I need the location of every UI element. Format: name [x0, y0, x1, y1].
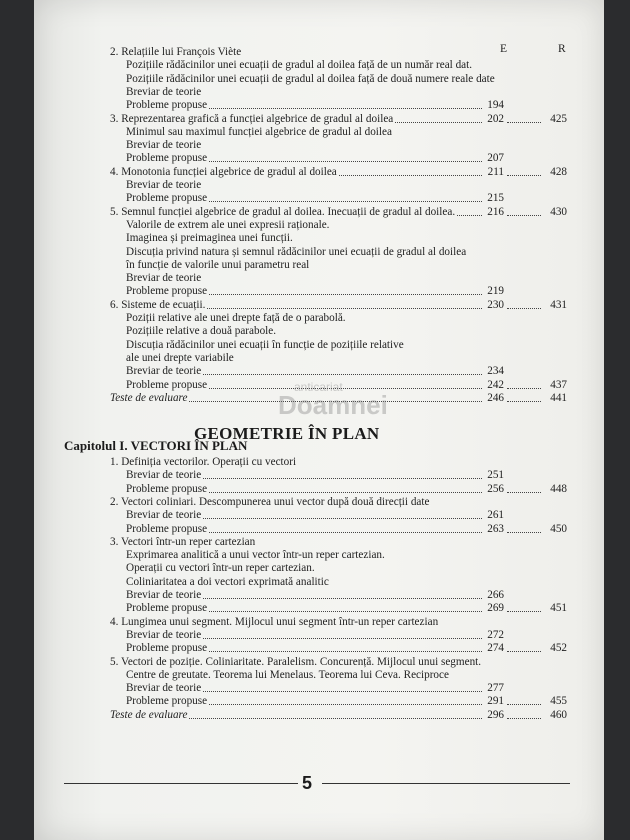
- page-ref-r: 430: [550, 205, 567, 218]
- toc-entry-label: 4. Lungimea unui segment. Mijlocul unui segment într-un reper cartezian: [110, 615, 439, 628]
- toc-entry-label: Breviar de teorie: [126, 682, 202, 695]
- toc-entry-label: Probleme propuse: [126, 99, 208, 112]
- dot-leader: [203, 629, 482, 639]
- toc-entry-label: Pozițiile rădăcinilor unei ecuații de gradul al doilea față de un număr real dat.: [126, 59, 473, 72]
- toc-entry-label: Probleme propuse: [126, 642, 208, 655]
- page-ref-r: 441: [550, 391, 567, 404]
- dot-leader: [209, 523, 482, 533]
- toc-entry-label: 3. Vectori într-un reper cartezian: [110, 535, 256, 548]
- page-ref-r: 437: [550, 378, 567, 391]
- dot-leader: [189, 709, 482, 719]
- page-ref-r: 452: [550, 642, 567, 655]
- page-number: 5: [302, 773, 313, 793]
- page-ref-e: 234: [487, 365, 504, 378]
- dot-leader: [507, 523, 541, 533]
- toc-entry-label: Teste de evaluare: [110, 391, 188, 404]
- toc-entry-label: ale unei drepte variabile: [126, 351, 234, 364]
- toc-entry-label: Probleme propuse: [126, 378, 208, 391]
- toc-entry-label: Breviar de teorie: [126, 469, 202, 482]
- page-ref-r: 428: [550, 165, 567, 178]
- page-ref-r: 460: [550, 708, 567, 721]
- toc-entry-label: Imaginea și preimaginea unei funcții.: [126, 232, 293, 245]
- toc-entry-label: Teste de evaluare: [110, 708, 188, 721]
- chapter-title: Capitolul I. VECTORI ÎN PLAN: [64, 438, 248, 453]
- page-ref-e: 219: [487, 285, 504, 298]
- toc-entry-label: 5. Semnul funcției algebrice de gradul al doilea. Inecuații de gradul al doilea.: [110, 205, 456, 218]
- toc-entry-label: 4. Monotonia funcției algebrice de gradul al doilea: [110, 165, 337, 178]
- page-ref-e: 211: [487, 165, 504, 178]
- toc-entry-label: Breviar de teorie: [126, 628, 202, 641]
- toc-entry-label: Breviar de teorie: [126, 139, 202, 152]
- toc-entry-label: Valorile de extrem ale unei expresii raționale.: [126, 218, 330, 231]
- section-heading: GEOMETRIE ÎN PLAN: [194, 424, 380, 443]
- dot-leader: [203, 589, 482, 599]
- toc-entry-label: 5. Vectori de poziție. Coliniaritate. Paralelism. Concurență. Mijlocul unui segment.: [110, 655, 482, 668]
- footer-rule-right: [322, 783, 570, 784]
- page-ref-e: 274: [487, 642, 504, 655]
- toc-entry-label: Coliniaritatea a doi vectori exprimată analitic: [126, 575, 329, 588]
- toc-entry-label: Pozițiile rădăcinilor unei ecuații de gradul al doilea față de două numere reale date: [126, 72, 495, 85]
- page-ref-e: 266: [487, 589, 504, 601]
- dot-leader: [507, 642, 541, 652]
- toc-entry-label: Discuția privind natura și semnul rădăcinilor unei ecuații de gradul al doilea: [126, 245, 467, 258]
- toc-entry-label: în funcție de valorile unui parametru real: [126, 258, 310, 271]
- dot-leader: [203, 469, 482, 479]
- toc-entry-label: Discuția rădăcinilor unei ecuații în funcție de pozițiile relative: [126, 338, 404, 351]
- toc-entry-label: Centre de greutate. Teorema lui Menelaus. Teorema lui Ceva. Reciproce: [126, 668, 449, 681]
- toc-entry-label: Exprimarea analitică a unui vector într-un reper cartezian.: [126, 549, 385, 562]
- toc-entry-label: Breviar de teorie: [126, 589, 202, 601]
- page-ref-e: 216: [487, 205, 504, 218]
- page-ref-e: 230: [487, 298, 504, 311]
- page-ref-r: 431: [550, 298, 567, 311]
- dot-leader: [209, 642, 482, 652]
- toc-entry-label: Probleme propuse: [126, 602, 208, 615]
- page-ref-e: 251: [487, 469, 504, 482]
- page-ref-e: 269: [487, 602, 504, 615]
- page-ref-r: 450: [550, 522, 567, 535]
- toc-entry-label: Probleme propuse: [126, 695, 208, 708]
- toc-entry-label: 1. Definiția vectorilor. Operații cu vectori: [110, 456, 297, 468]
- page-ref-e: 242: [487, 378, 504, 391]
- toc-entry-label: 3. Reprezentarea grafică a funcției algebrice de gradul al doilea: [110, 112, 394, 125]
- book-page: [34, 0, 604, 840]
- dot-leader: [507, 602, 541, 612]
- watermark-line1: anticariat: [294, 380, 343, 394]
- dot-leader: [209, 602, 482, 612]
- page-ref-r: 448: [550, 482, 567, 495]
- page-ref-e: 272: [487, 628, 504, 641]
- page-ref-e: 202: [487, 112, 504, 125]
- toc-entry-label: Probleme propuse: [126, 152, 208, 165]
- toc-entry-label: Probleme propuse: [126, 482, 208, 495]
- toc-entry-label: Breviar de teorie: [126, 509, 202, 522]
- toc-entry-label: 2. Vectori coliniari. Descompunerea unui vector după două direcții date: [110, 495, 430, 508]
- toc-entry-label: Operații cu vectori într-un reper cartezian.: [126, 562, 315, 575]
- watermark-line2: Doamnei: [278, 390, 388, 420]
- toc-entry-label: Probleme propuse: [126, 285, 208, 298]
- page-ref-e: 261: [487, 509, 504, 522]
- toc-entry-label: Probleme propuse: [126, 192, 208, 205]
- dot-leader: [507, 695, 541, 705]
- toc-entry-label: Breviar de teorie: [126, 85, 202, 98]
- toc-entry-label: Pozițiile relative a două parabole.: [126, 325, 277, 338]
- page-ref-e: 215: [487, 192, 504, 205]
- toc-entry-label: 6. Sisteme de ecuații.: [110, 298, 206, 311]
- page-ref-e: 246: [487, 391, 504, 404]
- toc-geometry-section: [34, 0, 604, 840]
- toc-entry-label: 2. Relațiile lui François Viète: [110, 46, 242, 58]
- dot-leader: [209, 483, 482, 493]
- toc-entry-label: Breviar de teorie: [126, 272, 202, 285]
- dot-leader: [203, 509, 482, 519]
- column-header-r: R: [558, 43, 566, 55]
- page-ref-e: 291: [487, 695, 504, 708]
- dot-leader: [209, 695, 482, 705]
- column-header-e: E: [500, 43, 508, 55]
- page-ref-e: 256: [487, 482, 504, 495]
- page-ref-e: 296: [487, 708, 504, 721]
- dot-leader: [507, 709, 541, 719]
- page-ref-r: 425: [550, 112, 567, 125]
- page-ref-e: 263: [487, 522, 504, 535]
- toc-entry-label: Breviar de teorie: [126, 365, 202, 378]
- footer-rule-left: [64, 783, 298, 784]
- page-ref-e: 277: [487, 682, 504, 695]
- page-ref-r: 455: [550, 695, 567, 708]
- page-ref-r: 451: [550, 602, 567, 615]
- toc-entry-label: Poziții relative ale unei drepte față de o parabolă.: [126, 312, 346, 324]
- dot-leader: [203, 682, 482, 692]
- dot-leader: [507, 483, 541, 493]
- page-ref-e: 194: [487, 99, 504, 112]
- page-ref-e: 207: [487, 152, 504, 165]
- toc-entry-label: Breviar de teorie: [126, 179, 202, 191]
- toc-entry-label: Minimul sau maximul funcției algebrice de gradul al doilea: [126, 125, 392, 138]
- toc-entry-label: Probleme propuse: [126, 522, 208, 535]
